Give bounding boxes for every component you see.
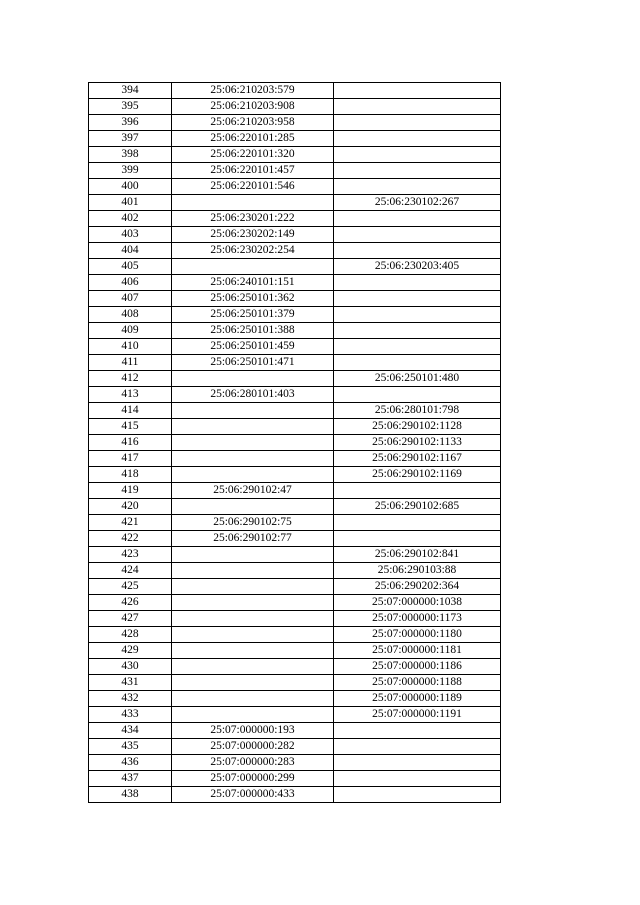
row-number-cell: 415 [89, 419, 172, 435]
second-number-cell [334, 83, 501, 99]
second-number-cell: 25:07:000000:1038 [334, 595, 501, 611]
table-row [89, 83, 501, 99]
first-number-cell: 25:06:290102:75 [172, 515, 334, 531]
table-row [89, 611, 501, 627]
row-number-cell: 400 [89, 179, 172, 195]
first-number-cell [172, 195, 334, 211]
first-number-cell: 25:07:000000:433 [172, 787, 334, 803]
row-number-cell: 419 [89, 483, 172, 499]
row-number-cell: 401 [89, 195, 172, 211]
first-number-cell: 25:07:000000:283 [172, 755, 334, 771]
table-row [89, 787, 501, 803]
row-number-cell: 432 [89, 691, 172, 707]
second-number-cell [334, 515, 501, 531]
second-number-cell [334, 771, 501, 787]
row-number-cell: 397 [89, 131, 172, 147]
first-number-cell [172, 451, 334, 467]
row-number-cell: 420 [89, 499, 172, 515]
first-number-cell: 25:06:250101:362 [172, 291, 334, 307]
table-row [89, 147, 501, 163]
row-number-cell: 402 [89, 211, 172, 227]
table-row [89, 771, 501, 787]
row-number-cell: 434 [89, 723, 172, 739]
second-number-cell [334, 227, 501, 243]
table-row [89, 275, 501, 291]
first-number-cell: 25:06:230202:254 [172, 243, 334, 259]
table-row [89, 691, 501, 707]
row-number-cell: 425 [89, 579, 172, 595]
second-number-cell [334, 483, 501, 499]
first-number-cell: 25:06:220101:320 [172, 147, 334, 163]
second-number-cell: 25:06:250101:480 [334, 371, 501, 387]
table-row [89, 259, 501, 275]
second-number-cell [334, 339, 501, 355]
table-row [89, 563, 501, 579]
first-number-cell: 25:06:250101:459 [172, 339, 334, 355]
row-number-cell: 394 [89, 83, 172, 99]
first-number-cell: 25:06:210203:908 [172, 99, 334, 115]
second-number-cell: 25:06:290102:1169 [334, 467, 501, 483]
table-row [89, 387, 501, 403]
second-number-cell: 25:06:290102:1167 [334, 451, 501, 467]
second-number-cell [334, 723, 501, 739]
row-number-cell: 398 [89, 147, 172, 163]
row-number-cell: 412 [89, 371, 172, 387]
second-number-cell: 25:06:290102:1133 [334, 435, 501, 451]
table-row [89, 547, 501, 563]
first-number-cell: 25:07:000000:193 [172, 723, 334, 739]
second-number-cell: 25:07:000000:1189 [334, 691, 501, 707]
row-number-cell: 422 [89, 531, 172, 547]
second-number-cell [334, 115, 501, 131]
first-number-cell [172, 499, 334, 515]
table-row [89, 643, 501, 659]
table-row [89, 131, 501, 147]
row-number-cell: 424 [89, 563, 172, 579]
first-number-cell [172, 659, 334, 675]
table-row [89, 755, 501, 771]
table-row [89, 579, 501, 595]
second-number-cell [334, 739, 501, 755]
row-number-cell: 395 [89, 99, 172, 115]
second-number-cell: 25:07:000000:1181 [334, 643, 501, 659]
row-number-cell: 430 [89, 659, 172, 675]
second-number-cell [334, 131, 501, 147]
row-number-cell: 396 [89, 115, 172, 131]
table-row [89, 307, 501, 323]
table-row [89, 435, 501, 451]
second-number-cell: 25:07:000000:1188 [334, 675, 501, 691]
first-number-cell: 25:06:250101:388 [172, 323, 334, 339]
row-number-cell: 409 [89, 323, 172, 339]
row-number-cell: 414 [89, 403, 172, 419]
row-number-cell: 427 [89, 611, 172, 627]
table-row [89, 355, 501, 371]
cadastral-numbers-table [88, 82, 501, 803]
table-row [89, 291, 501, 307]
table-row [89, 627, 501, 643]
first-number-cell: 25:06:210203:958 [172, 115, 334, 131]
first-number-cell [172, 627, 334, 643]
row-number-cell: 413 [89, 387, 172, 403]
table-row [89, 227, 501, 243]
row-number-cell: 407 [89, 291, 172, 307]
table-row [89, 163, 501, 179]
second-number-cell: 25:07:000000:1186 [334, 659, 501, 675]
table-row [89, 403, 501, 419]
first-number-cell [172, 547, 334, 563]
second-number-cell [334, 787, 501, 803]
first-number-cell: 25:06:220101:546 [172, 179, 334, 195]
first-number-cell: 25:06:250101:471 [172, 355, 334, 371]
first-number-cell: 25:06:220101:285 [172, 131, 334, 147]
row-number-cell: 410 [89, 339, 172, 355]
second-number-cell [334, 323, 501, 339]
table-row [89, 707, 501, 723]
second-number-cell [334, 147, 501, 163]
second-number-cell: 25:06:290202:364 [334, 579, 501, 595]
first-number-cell: 25:06:210203:579 [172, 83, 334, 99]
first-number-cell [172, 691, 334, 707]
table-row [89, 451, 501, 467]
second-number-cell: 25:07:000000:1180 [334, 627, 501, 643]
second-number-cell [334, 275, 501, 291]
table-row [89, 371, 501, 387]
row-number-cell: 436 [89, 755, 172, 771]
row-number-cell: 431 [89, 675, 172, 691]
row-number-cell: 435 [89, 739, 172, 755]
table-row [89, 115, 501, 131]
first-number-cell: 25:06:280101:403 [172, 387, 334, 403]
first-number-cell [172, 643, 334, 659]
second-number-cell: 25:06:230203:405 [334, 259, 501, 275]
second-number-cell [334, 307, 501, 323]
row-number-cell: 406 [89, 275, 172, 291]
row-number-cell: 437 [89, 771, 172, 787]
row-number-cell: 428 [89, 627, 172, 643]
first-number-cell [172, 611, 334, 627]
second-number-cell: 25:06:290102:841 [334, 547, 501, 563]
first-number-cell [172, 579, 334, 595]
table-row [89, 499, 501, 515]
first-number-cell [172, 563, 334, 579]
table-row [89, 323, 501, 339]
first-number-cell [172, 371, 334, 387]
table-row [89, 515, 501, 531]
row-number-cell: 399 [89, 163, 172, 179]
table-row [89, 483, 501, 499]
first-number-cell [172, 675, 334, 691]
row-number-cell: 416 [89, 435, 172, 451]
row-number-cell: 438 [89, 787, 172, 803]
row-number-cell: 411 [89, 355, 172, 371]
first-number-cell: 25:06:290102:77 [172, 531, 334, 547]
first-number-cell [172, 403, 334, 419]
second-number-cell [334, 163, 501, 179]
second-number-cell [334, 755, 501, 771]
row-number-cell: 429 [89, 643, 172, 659]
second-number-cell: 25:06:290103:88 [334, 563, 501, 579]
first-number-cell: 25:06:230201:222 [172, 211, 334, 227]
row-number-cell: 433 [89, 707, 172, 723]
first-number-cell [172, 467, 334, 483]
table-body [89, 83, 501, 803]
first-number-cell: 25:06:290102:47 [172, 483, 334, 499]
first-number-cell: 25:06:220101:457 [172, 163, 334, 179]
row-number-cell: 404 [89, 243, 172, 259]
first-number-cell [172, 707, 334, 723]
table-row [89, 739, 501, 755]
first-number-cell: 25:07:000000:299 [172, 771, 334, 787]
second-number-cell [334, 211, 501, 227]
first-number-cell [172, 259, 334, 275]
table-row [89, 243, 501, 259]
row-number-cell: 418 [89, 467, 172, 483]
table-row [89, 595, 501, 611]
first-number-cell: 25:06:240101:151 [172, 275, 334, 291]
second-number-cell: 25:06:280101:798 [334, 403, 501, 419]
second-number-cell [334, 243, 501, 259]
row-number-cell: 405 [89, 259, 172, 275]
second-number-cell: 25:06:290102:1128 [334, 419, 501, 435]
first-number-cell: 25:06:230202:149 [172, 227, 334, 243]
second-number-cell: 25:07:000000:1191 [334, 707, 501, 723]
second-number-cell [334, 179, 501, 195]
row-number-cell: 417 [89, 451, 172, 467]
second-number-cell [334, 531, 501, 547]
table-row [89, 723, 501, 739]
row-number-cell: 426 [89, 595, 172, 611]
second-number-cell [334, 355, 501, 371]
first-number-cell [172, 435, 334, 451]
row-number-cell: 421 [89, 515, 172, 531]
second-number-cell [334, 387, 501, 403]
table-row [89, 99, 501, 115]
row-number-cell: 408 [89, 307, 172, 323]
table-row [89, 467, 501, 483]
second-number-cell [334, 99, 501, 115]
first-number-cell [172, 595, 334, 611]
table-row [89, 419, 501, 435]
table-row [89, 211, 501, 227]
first-number-cell: 25:07:000000:282 [172, 739, 334, 755]
second-number-cell: 25:07:000000:1173 [334, 611, 501, 627]
table-row [89, 339, 501, 355]
table-row [89, 659, 501, 675]
table-row [89, 531, 501, 547]
first-number-cell: 25:06:250101:379 [172, 307, 334, 323]
table-row [89, 195, 501, 211]
second-number-cell [334, 291, 501, 307]
table-row [89, 675, 501, 691]
second-number-cell: 25:06:230102:267 [334, 195, 501, 211]
row-number-cell: 423 [89, 547, 172, 563]
row-number-cell: 403 [89, 227, 172, 243]
table-row [89, 179, 501, 195]
first-number-cell [172, 419, 334, 435]
second-number-cell: 25:06:290102:685 [334, 499, 501, 515]
